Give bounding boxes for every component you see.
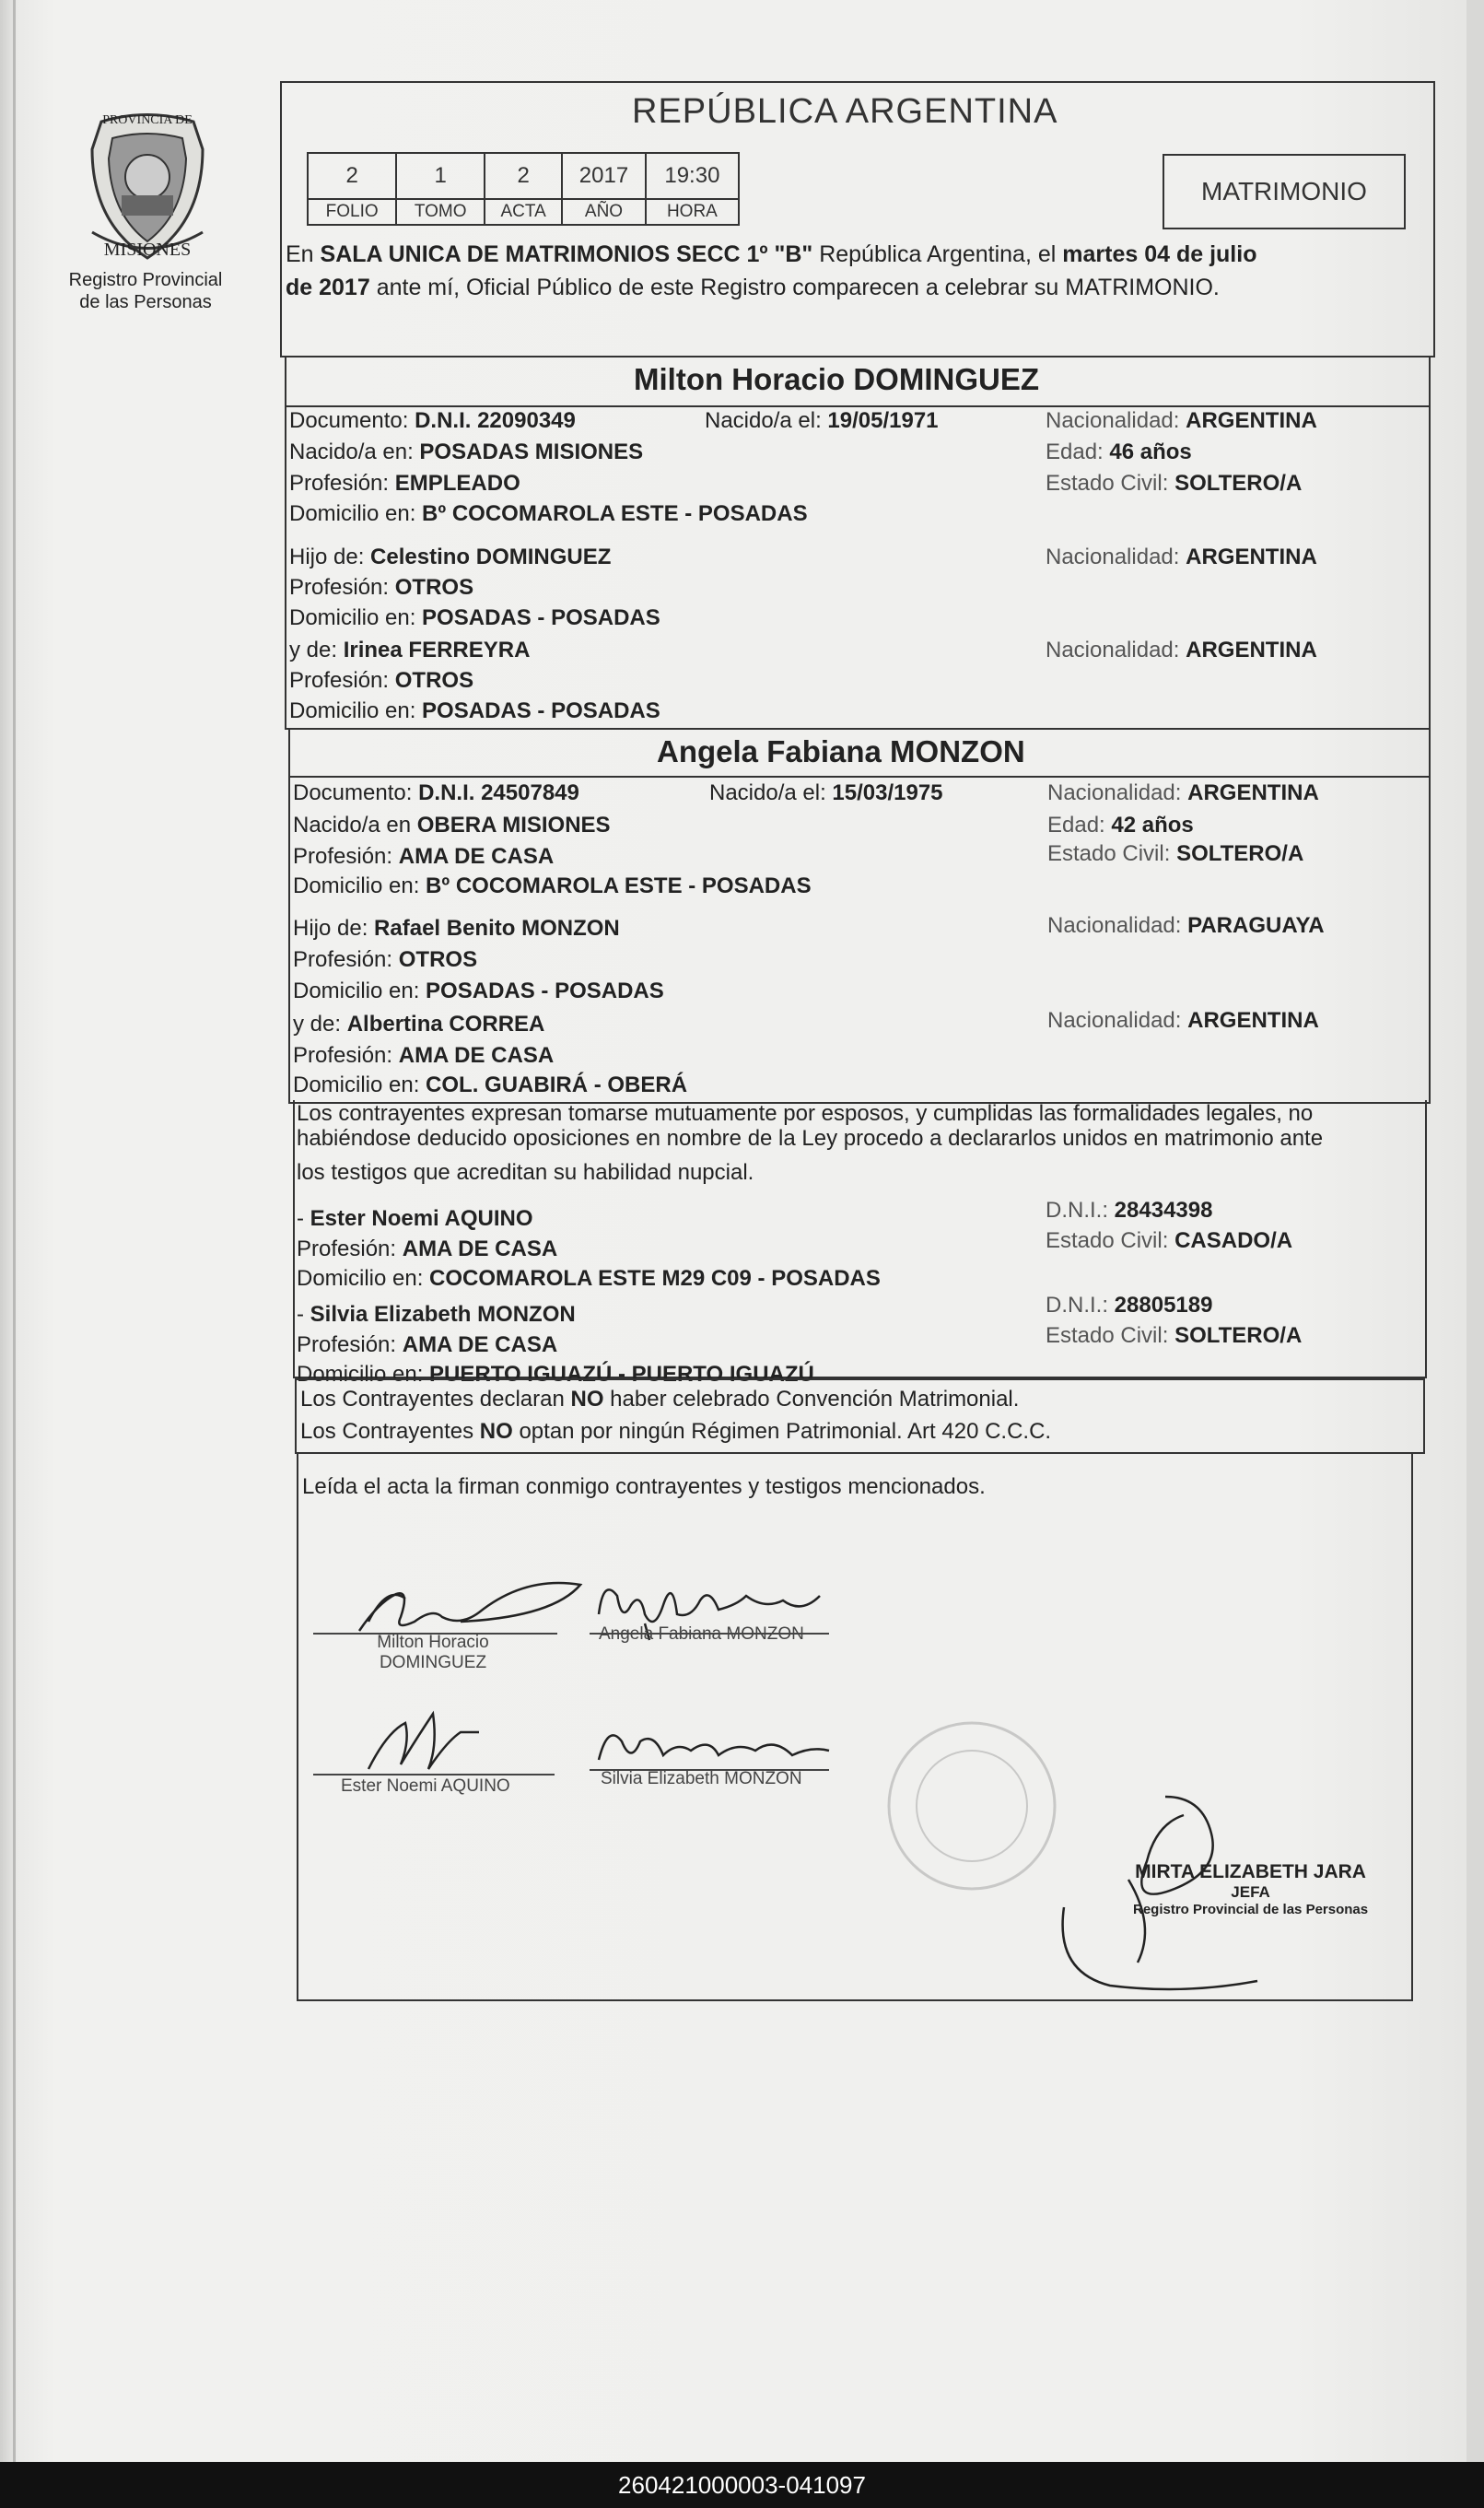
acta-value: 2 — [485, 153, 562, 199]
bride-father-address: Domicilio en: POSADAS - POSADAS — [293, 979, 664, 1003]
witness-1-signature — [359, 1705, 507, 1778]
year-value: 2017 — [562, 153, 646, 199]
hour-label: HORA — [646, 199, 739, 225]
groom-birthdate: Nacido/a el: 19/05/1971 — [705, 408, 939, 433]
groom-father-address: Domicilio en: POSADAS - POSADAS — [289, 605, 660, 630]
groom-father-profession: Profesión: OTROS — [289, 575, 474, 600]
witness-2-signature-caption: Silvia Elizabeth MONZON — [601, 1769, 802, 1788]
year-label: AÑO — [562, 199, 646, 225]
official-title: JEFA — [1231, 1883, 1270, 1901]
witness-1-profession: Profesión: AMA DE CASA — [297, 1236, 558, 1261]
bride-address: Domicilio en: Bº COCOMAROLA ESTE - POSADAS — [293, 873, 812, 898]
witness-2-address: Domicilio en: PUERTO IGUAZÚ - PUERTO IGUAZÚ — [297, 1362, 814, 1387]
ceremony-date: martes 04 de julio — [1062, 241, 1257, 267]
declaration-line-2: habiéndose deducido oposiciones en nombre de la Ley procedo a declararlos unidos en matrimonio ante — [297, 1126, 1324, 1151]
intro-line-2: de 2017 ante mí, Oficial Público de este Registro comparecen a celebrar su MATRIMONIO. — [286, 275, 1220, 300]
bride-name-heading: Angela Fabiana MONZON — [657, 734, 1025, 768]
groom-birthplace: Nacido/a en: POSADAS MISIONES — [289, 439, 644, 464]
groom-mother-profession: Profesión: OTROS — [289, 668, 474, 693]
closing-text: Leída el acta la firman conmigo contrayentes y testigos mencionados. — [302, 1474, 986, 1499]
bride-father-nationality: Nacionalidad: PARAGUAYA — [1047, 913, 1325, 938]
seal-caption-line1: Registro Provincial — [68, 270, 223, 290]
hour-value: 19:30 — [646, 153, 739, 199]
bride-document: Documento: D.N.I. 24507849 — [293, 780, 579, 805]
regime-line-2: Los Contrayentes NO optan por ningún Régimen Patrimonial. Art 420 C.C.C. — [300, 1419, 1052, 1444]
intro-line-1: En SALA UNICA DE MATRIMONIOS SECC 1º "B" República Argentina, el martes 04 de julio — [286, 241, 1257, 267]
groom-mother: y de: Irinea FERREYRA — [289, 638, 531, 662]
witness-1-civil-status: Estado Civil: CASADO/A — [1046, 1228, 1293, 1253]
groom-mother-address: Domicilio en: POSADAS - POSADAS — [289, 698, 660, 723]
witness-2-name: - Silvia Elizabeth MONZON — [297, 1302, 576, 1327]
groom-name-heading: Milton Horacio DOMINGUEZ — [634, 362, 1039, 396]
bride-birthdate: Nacido/a el: 15/03/1975 — [709, 780, 943, 805]
acta-label: ACTA — [485, 199, 562, 225]
tomo-value: 1 — [396, 153, 485, 199]
bride-mother: y de: Albertina CORREA — [293, 1012, 545, 1037]
bride-profession: Profesión: AMA DE CASA — [293, 844, 555, 869]
groom-profession: Profesión: EMPLEADO — [289, 471, 520, 496]
record-type-box: MATRIMONIO — [1163, 154, 1406, 229]
bride-civil-status: Estado Civil: SOLTERO/A — [1047, 841, 1304, 866]
groom-civil-status: Estado Civil: SOLTERO/A — [1046, 471, 1303, 496]
office-name: SALA UNICA DE MATRIMONIOS SECC 1º "B" — [320, 241, 813, 267]
bride-nationality: Nacionalidad: ARGENTINA — [1047, 780, 1319, 805]
witness-2-dni: D.N.I.: 28805189 — [1046, 1293, 1213, 1318]
official-stamp-text — [1133, 1861, 1368, 1917]
page-title: REPÚBLICA ARGENTINA — [632, 92, 1058, 131]
groom-father: Hijo de: Celestino DOMINGUEZ — [289, 545, 612, 569]
bride-mother-profession: Profesión: AMA DE CASA — [293, 1043, 555, 1068]
bride-father-profession: Profesión: OTROS — [293, 947, 478, 972]
witness-2-civil-status: Estado Civil: SOLTERO/A — [1046, 1323, 1303, 1348]
witness-1-address: Domicilio en: COCOMAROLA ESTE M29 C09 - POSADAS — [297, 1266, 881, 1291]
declaration-line-1: Los contrayentes expresan tomarse mutuamente por esposos, y cumplidas las formalidades legales, no — [297, 1101, 1314, 1126]
seal-bottom-text: MISIONES — [103, 240, 192, 260]
groom-father-nationality: Nacionalidad: ARGENTINA — [1046, 545, 1317, 569]
bride-mother-nationality: Nacionalidad: ARGENTINA — [1047, 1008, 1319, 1033]
seal-caption — [53, 269, 238, 313]
binding-edge — [13, 0, 16, 2462]
seal-caption-line2: de las Personas — [79, 292, 212, 312]
declaration-line-3: los testigos que acreditan su habilidad nupcial. — [297, 1160, 754, 1185]
folio-value: 2 — [308, 153, 396, 199]
groom-document: Documento: D.N.I. 22090349 — [289, 408, 576, 433]
bride-father: Hijo de: Rafael Benito MONZON — [293, 916, 620, 941]
record-numbers-table — [307, 152, 740, 224]
folio-label: FOLIO — [308, 199, 396, 225]
witness-1-signature-caption: Ester Noemi AQUINO — [341, 1776, 510, 1796]
bride-birthplace: Nacido/a en OBERA MISIONES — [293, 813, 611, 838]
bride-signature-caption: Angela Fabiana MONZON — [599, 1624, 804, 1644]
groom-mother-nationality: Nacionalidad: ARGENTINA — [1046, 638, 1317, 662]
bride-age: Edad: 42 años — [1047, 813, 1194, 838]
groom-age: Edad: 46 años — [1046, 439, 1192, 464]
groom-address: Domicilio en: Bº COCOMAROLA ESTE - POSADAS — [289, 501, 808, 526]
official-name: MIRTA ELIZABETH JARA — [1135, 1861, 1366, 1882]
groom-signature-caption: Milton Horacio DOMINGUEZ — [377, 1633, 489, 1672]
groom-signature — [350, 1566, 590, 1640]
province-seal-icon — [64, 103, 230, 269]
tomo-label: TOMO — [396, 199, 485, 225]
witness-2-profession: Profesión: AMA DE CASA — [297, 1332, 558, 1357]
bride-mother-address: Domicilio en: COL. GUABIRÁ - OBERÁ — [293, 1072, 688, 1097]
witness-1-dni: D.N.I.: 28434398 — [1046, 1198, 1213, 1223]
regime-line-1: Los Contrayentes declaran NO haber celebrado Convención Matrimonial. — [300, 1387, 1020, 1412]
seal-top-text: PROVINCIA DE — [102, 113, 193, 127]
witness-1-name: - Ester Noemi AQUINO — [297, 1206, 533, 1231]
official-org: Registro Provincial de las Personas — [1133, 1902, 1369, 1917]
groom-nationality: Nacionalidad: ARGENTINA — [1046, 408, 1317, 433]
footer-barcode-text: 260421000003-041097 — [0, 2462, 1484, 2508]
